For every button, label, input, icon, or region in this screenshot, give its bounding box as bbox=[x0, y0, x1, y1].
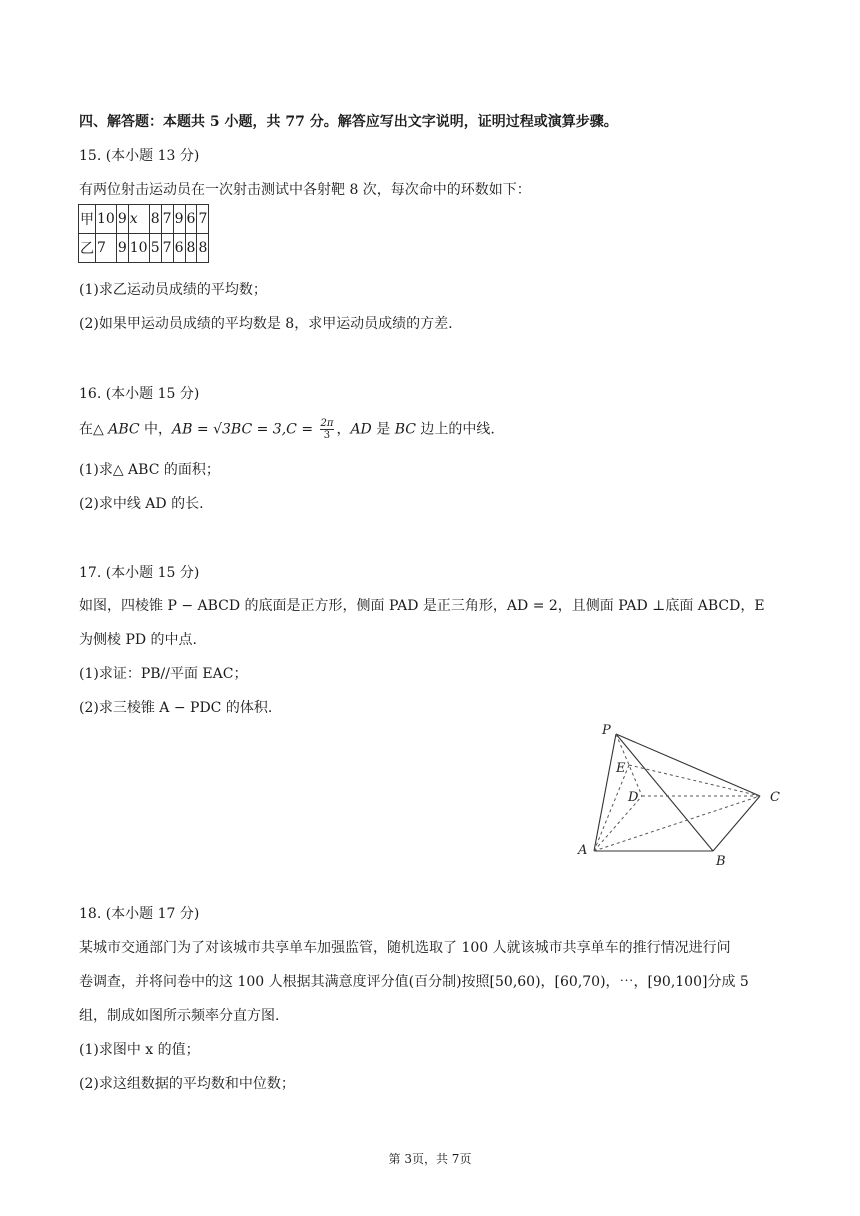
table-cell: 7 bbox=[161, 205, 173, 234]
table-cell: 6 bbox=[173, 234, 185, 263]
table-cell: 8 bbox=[185, 234, 197, 263]
q17-header: 17. (本小题 15 分) bbox=[79, 565, 200, 581]
q18-stem-line1: 某城市交通部门为了对该城市共享单车加强监管，随机选取了 100 人就该城市共享单车的推行情况进行问 bbox=[79, 940, 731, 956]
edge-ec bbox=[629, 765, 760, 796]
edge-pa bbox=[594, 734, 616, 851]
q15-stem: 有两位射击运动员在一次射击测试中各射靶 8 次，每次命中的环数如下： bbox=[79, 182, 531, 198]
table-cell: 10 bbox=[96, 205, 117, 234]
q18-part2: (2)求这组数据的平均数和中位数； bbox=[79, 1076, 295, 1092]
triangle-abc: △ ABC bbox=[93, 421, 140, 438]
table-cell: x bbox=[128, 205, 149, 234]
q18-stem-line3: 组，制成如图所示频率分直方图. bbox=[79, 1008, 280, 1024]
page-footer: 第 3页，共 7页 bbox=[388, 1152, 472, 1166]
segment-bc: BC bbox=[394, 421, 416, 438]
q16-header: 16. (本小题 15 分) bbox=[79, 386, 200, 402]
label-d: D bbox=[628, 790, 639, 805]
edge-bc bbox=[713, 796, 760, 851]
q15-part1: (1)求乙运动员成绩的平均数； bbox=[79, 282, 267, 298]
pyramid-figure bbox=[570, 718, 790, 868]
table-cell: 9 bbox=[173, 205, 185, 234]
section-header: 四、解答题：本题共 5 小题，共 77 分。解答应写出文字说明，证明过程或演算步骤。 bbox=[79, 114, 618, 130]
q15-header: 15. (本小题 13 分) bbox=[79, 148, 200, 164]
q17-part1: (1)求证：PB//平面 EAC； bbox=[79, 666, 248, 682]
label-b: B bbox=[716, 854, 726, 868]
q16-stem-c: ， bbox=[336, 421, 351, 438]
fraction-denominator: 3 bbox=[323, 430, 331, 441]
segment-ad: AD bbox=[350, 421, 372, 438]
q17-stem-line2: 为侧棱 PD 的中点. bbox=[79, 632, 197, 648]
q16-part1: (1)求△ ABC 的面积； bbox=[79, 462, 220, 478]
table-cell: 9 bbox=[116, 234, 128, 263]
q18-part1: (1)求图中 x 的值； bbox=[79, 1042, 200, 1058]
q15-part2: (2)如果甲运动员成绩的平均数是 8，求甲运动员成绩的方差. bbox=[79, 316, 453, 332]
edge-ac bbox=[594, 796, 760, 851]
table-cell: 9 bbox=[116, 205, 128, 234]
table-cell: 5 bbox=[149, 234, 161, 263]
q16-stem-a: 在 bbox=[79, 421, 93, 438]
table-cell: 7 bbox=[96, 234, 117, 263]
table-cell: 8 bbox=[197, 234, 209, 263]
q18-header: 18. (本小题 17 分) bbox=[79, 906, 200, 922]
edge-ea bbox=[594, 765, 629, 851]
table-cell: 7 bbox=[197, 205, 209, 234]
q17-part2: (2)求三棱锥 A − PDC 的体积. bbox=[79, 700, 273, 716]
q16-stem-b: 中， bbox=[139, 421, 173, 438]
q16-stem-d: 是 bbox=[371, 421, 395, 438]
label-a: A bbox=[578, 843, 588, 858]
label-c: C bbox=[770, 790, 780, 805]
score-table bbox=[78, 204, 209, 263]
label-e: E bbox=[616, 761, 626, 776]
row-name-yi: 乙 bbox=[79, 234, 96, 263]
table-row bbox=[79, 234, 209, 263]
fraction-2pi-3 bbox=[320, 418, 335, 441]
label-p: P bbox=[602, 723, 611, 738]
table-cell: 7 bbox=[161, 234, 173, 263]
row-name-jia: 甲 bbox=[79, 205, 96, 234]
table-row bbox=[79, 205, 209, 234]
table-cell: 6 bbox=[185, 205, 197, 234]
q16-stem bbox=[79, 418, 495, 441]
table-cell: 10 bbox=[128, 234, 149, 263]
q18-stem-line2: 卷调查，并将问卷中的这 100 人根据其满意度评分值(百分制)按照[50,60)，[60,70)，⋯，[90,100]分成 5 bbox=[79, 974, 749, 990]
fraction-numerator: 2π bbox=[320, 418, 334, 429]
q16-stem-e: 边上的中线. bbox=[415, 421, 495, 438]
table-cell: 8 bbox=[149, 205, 161, 234]
q16-equation: AB = √3BC = 3,C = bbox=[172, 421, 318, 438]
q17-stem-line1: 如图，四棱锥 P − ABCD 的底面是正方形，侧面 PAD 是正三角形，AD = 2，且侧面 PAD ⊥底面 ABCD，E bbox=[79, 598, 765, 614]
q16-part2: (2)求中线 AD 的长. bbox=[79, 496, 204, 512]
